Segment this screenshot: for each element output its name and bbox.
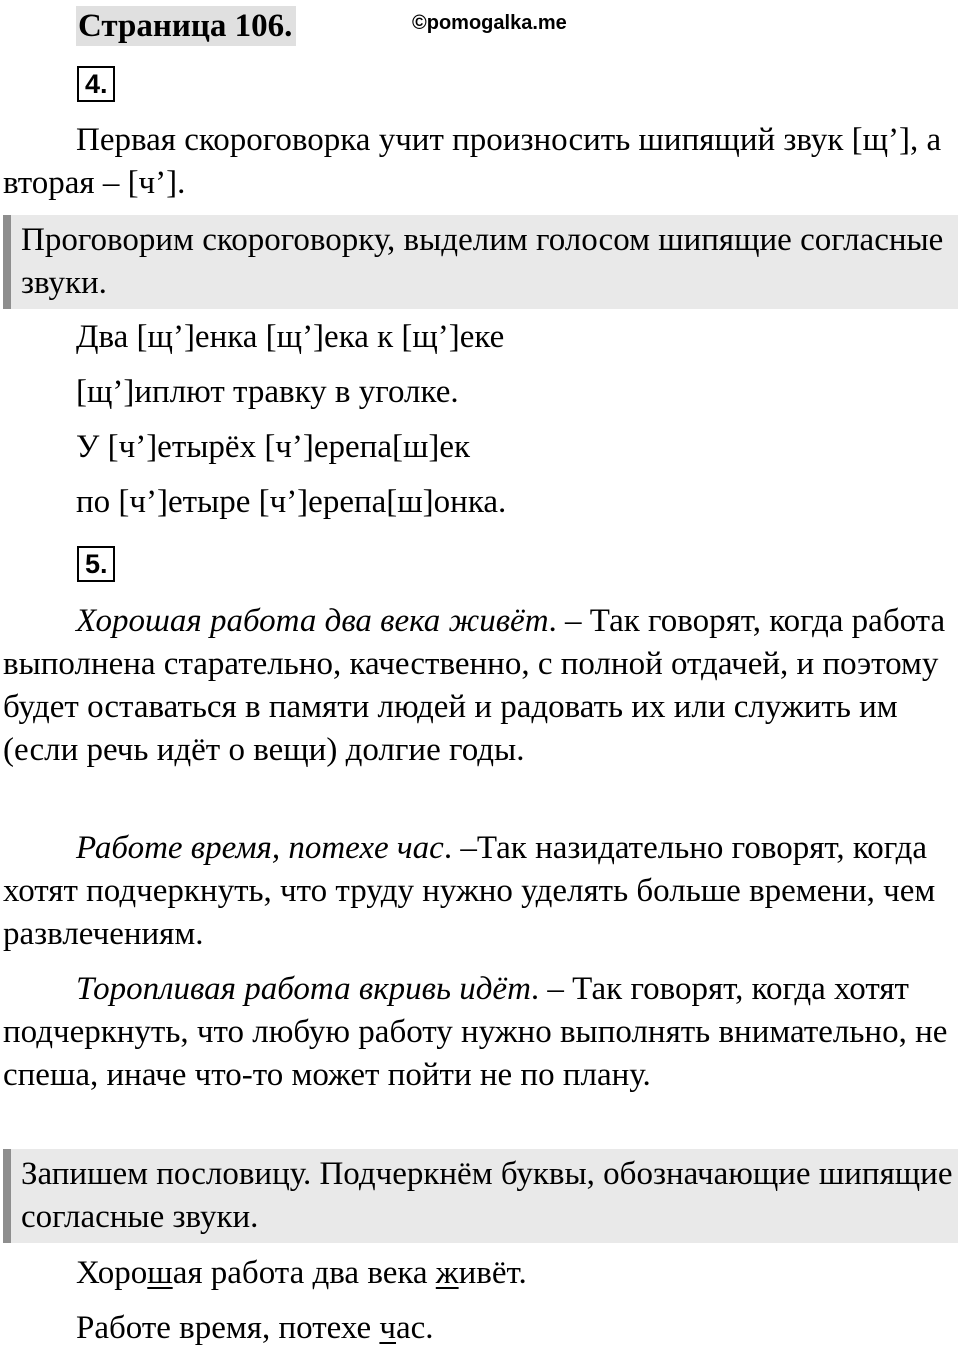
task4-paragraph: Первая скороговорка учит произносить шипящий звук [щ’], а вторая – [ч’]. xyxy=(3,122,942,201)
proverb-text: Торопливая работа вкривь идёт xyxy=(76,971,531,1007)
answer-text: Работе время, потехе xyxy=(76,1310,380,1346)
proverb-paragraph-2 xyxy=(3,827,960,956)
proverb-text: Хорошая работа два века живёт xyxy=(76,603,549,639)
task4-instruction-note xyxy=(3,215,958,309)
task-number-5: 5. xyxy=(77,546,115,582)
task4-note-text: Проговорим скороговорку, выделим голосом шипящие согласные звуки. xyxy=(21,222,944,301)
tongue-twister-line-4: по [ч’]етыре [ч’]ерепа[ш]онка. xyxy=(76,484,507,520)
proverb-paragraph-1 xyxy=(3,600,960,772)
underlined-letter: ш xyxy=(147,1255,173,1291)
task5-note-text: Запишем пословицу. Подчеркнём буквы, обозначающие шипящие согласные звуки. xyxy=(21,1156,953,1235)
task-number-4: 4. xyxy=(77,66,115,102)
tongue-twister-line-2: [щ’]иплют травку в уголке. xyxy=(76,374,459,410)
tongue-twister-line-3: У [ч’]етырёх [ч’]ерепа[ш]ек xyxy=(76,429,471,465)
answer-text: Хоро xyxy=(76,1255,148,1291)
underlined-letter: ж xyxy=(435,1255,459,1291)
answer-text: ас. xyxy=(396,1310,434,1346)
answer-text: ая работа два века xyxy=(172,1255,436,1291)
tongue-twister-line-1: Два [щ’]енка [щ’]ека к [щ’]еке xyxy=(76,319,505,355)
answer-line-1 xyxy=(76,1252,527,1295)
page-title: Страница 106. xyxy=(76,6,296,46)
proverb-explanation: . –Так назидательно говорят, когда хотят подчеркнуть, что труду нужно уделять больше времени, чем развлечениям. xyxy=(3,830,936,952)
page-header xyxy=(76,6,296,46)
proverb-explanation: . – Так говорят, когда работа выполнена старательно, качественно, с полной отдачей, и поэтому будет оставаться в памяти людей и радовать их или служить им (если речь идёт о вещи) долгие годы. xyxy=(3,603,946,768)
answer-line-2 xyxy=(76,1307,434,1350)
answer-text: ивёт. xyxy=(458,1255,527,1291)
proverb-paragraph-3 xyxy=(3,968,960,1097)
proverb-explanation: . – Так говорят, когда хотят подчеркнуть, что любую работу нужно выполнять внимательно, не спеша, иначе что-то может пойти не по плану. xyxy=(3,971,948,1093)
task5-instruction-note xyxy=(3,1149,958,1243)
watermark: ©pomogalka.me xyxy=(412,12,567,34)
proverb-text: Работе время, потехе час xyxy=(76,830,444,866)
underlined-letter: ч xyxy=(379,1310,397,1346)
